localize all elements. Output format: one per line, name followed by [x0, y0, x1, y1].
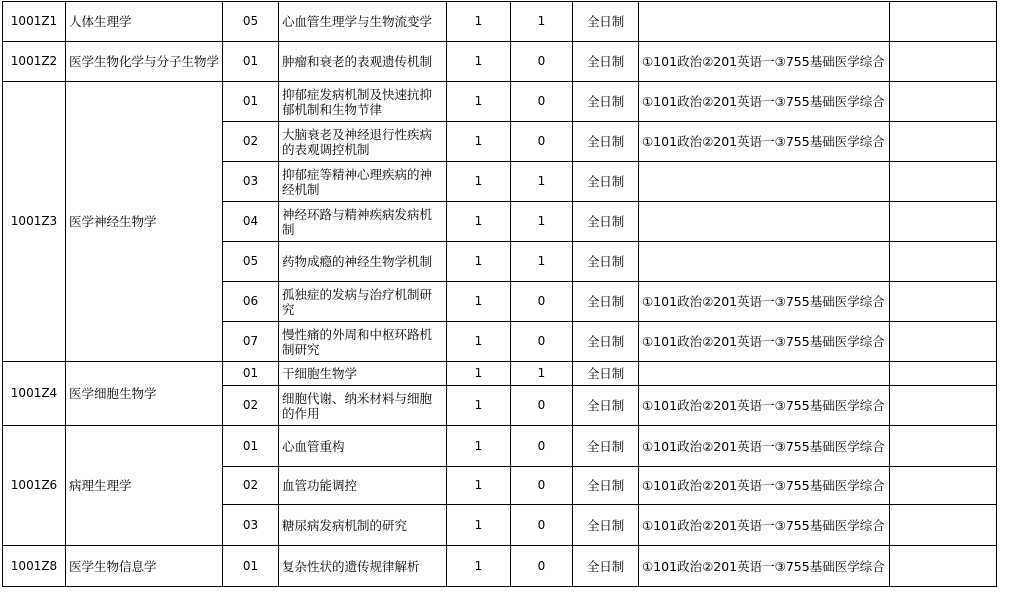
remarks-cell: [890, 82, 997, 122]
table-row: [3, 2, 997, 42]
major-name-cell: 医学细胞生物学: [66, 362, 223, 426]
exempt-count-cell: 0: [511, 42, 573, 82]
direction-name-cell: 孤独症的发病与治疗机制研究: [279, 282, 447, 322]
remarks-cell: [890, 282, 997, 322]
remarks-cell: [890, 386, 997, 426]
direction-code-cell: 04: [223, 202, 279, 242]
remarks-cell: [890, 362, 997, 386]
exempt-count-cell: 1: [511, 362, 573, 386]
exempt-count-cell: 1: [511, 162, 573, 202]
remarks-cell: [890, 162, 997, 202]
plan-count-cell: 1: [447, 386, 511, 426]
plan-count-cell: 1: [447, 162, 511, 202]
exempt-count-cell: 0: [511, 322, 573, 362]
direction-name-cell: 复杂性状的遗传规律解析: [279, 546, 447, 587]
study-mode-cell: 全日制: [573, 162, 639, 202]
direction-name-cell: 糖尿病发病机制的研究: [279, 505, 447, 546]
exempt-count-cell: 0: [511, 467, 573, 505]
exempt-count-cell: 0: [511, 546, 573, 587]
exam-subjects-cell: ①101政治②201英语一③755基础医学综合: [639, 82, 890, 122]
exam-subjects-cell: ①101政治②201英语一③755基础医学综合: [639, 546, 890, 587]
remarks-cell: [890, 505, 997, 546]
exam-subjects-cell: ①101政治②201英语一③755基础医学综合: [639, 122, 890, 162]
exam-subjects-cell: ①101政治②201英语一③755基础医学综合: [639, 426, 890, 467]
major-name-cell: 人体生理学: [66, 2, 223, 42]
major-code-cell: 1001Z8: [3, 546, 66, 587]
remarks-cell: [890, 42, 997, 82]
plan-count-cell: 1: [447, 202, 511, 242]
table-row: [3, 82, 997, 122]
major-code-cell: 1001Z6: [3, 426, 66, 546]
direction-code-cell: 01: [223, 362, 279, 386]
table-row: [3, 362, 997, 386]
remarks-cell: [890, 322, 997, 362]
exam-subjects-cell: [639, 362, 890, 386]
direction-name-cell: 肿瘤和衰老的表观遗传机制: [279, 42, 447, 82]
direction-name-cell: 神经环路与精神疾病发病机制: [279, 202, 447, 242]
major-name-cell: 病理生理学: [66, 426, 223, 546]
major-name-cell: 医学生物化学与分子生物学: [66, 42, 223, 82]
admission-plan-table: [2, 1, 997, 587]
plan-count-cell: 1: [447, 2, 511, 42]
exempt-count-cell: 1: [511, 2, 573, 42]
study-mode-cell: 全日制: [573, 362, 639, 386]
direction-code-cell: 07: [223, 322, 279, 362]
remarks-cell: [890, 122, 997, 162]
study-mode-cell: 全日制: [573, 322, 639, 362]
remarks-cell: [890, 426, 997, 467]
direction-code-cell: 05: [223, 242, 279, 282]
plan-count-cell: 1: [447, 362, 511, 386]
study-mode-cell: 全日制: [573, 426, 639, 467]
exam-subjects-cell: [639, 242, 890, 282]
direction-name-cell: 抑郁症等精神心理疾病的神经机制: [279, 162, 447, 202]
remarks-cell: [890, 242, 997, 282]
study-mode-cell: 全日制: [573, 505, 639, 546]
direction-code-cell: 01: [223, 82, 279, 122]
direction-name-cell: 细胞代谢、纳米材料与细胞的作用: [279, 386, 447, 426]
study-mode-cell: 全日制: [573, 42, 639, 82]
exam-subjects-cell: ①101政治②201英语一③755基础医学综合: [639, 322, 890, 362]
table-row: [3, 546, 997, 587]
exempt-count-cell: 0: [511, 122, 573, 162]
table-row: [3, 42, 997, 82]
plan-count-cell: 1: [447, 322, 511, 362]
exam-subjects-cell: [639, 2, 890, 42]
study-mode-cell: 全日制: [573, 82, 639, 122]
exempt-count-cell: 0: [511, 386, 573, 426]
direction-name-cell: 心血管生理学与生物流变学: [279, 2, 447, 42]
direction-code-cell: 01: [223, 426, 279, 467]
study-mode-cell: 全日制: [573, 386, 639, 426]
direction-code-cell: 05: [223, 2, 279, 42]
study-mode-cell: 全日制: [573, 546, 639, 587]
study-mode-cell: 全日制: [573, 122, 639, 162]
exam-subjects-cell: ①101政治②201英语一③755基础医学综合: [639, 386, 890, 426]
study-mode-cell: 全日制: [573, 467, 639, 505]
major-code-cell: 1001Z3: [3, 82, 66, 362]
study-mode-cell: 全日制: [573, 202, 639, 242]
direction-code-cell: 01: [223, 546, 279, 587]
direction-code-cell: 01: [223, 42, 279, 82]
plan-count-cell: 1: [447, 467, 511, 505]
remarks-cell: [890, 467, 997, 505]
remarks-cell: [890, 202, 997, 242]
direction-code-cell: 02: [223, 386, 279, 426]
exempt-count-cell: 0: [511, 282, 573, 322]
study-mode-cell: 全日制: [573, 2, 639, 42]
table-row: [3, 426, 997, 467]
major-code-cell: 1001Z2: [3, 42, 66, 82]
plan-count-cell: 1: [447, 546, 511, 587]
study-mode-cell: 全日制: [573, 282, 639, 322]
plan-count-cell: 1: [447, 242, 511, 282]
study-mode-cell: 全日制: [573, 242, 639, 282]
direction-code-cell: 02: [223, 122, 279, 162]
remarks-cell: [890, 2, 997, 42]
major-name-cell: 医学生物信息学: [66, 546, 223, 587]
exam-subjects-cell: ①101政治②201英语一③755基础医学综合: [639, 282, 890, 322]
plan-count-cell: 1: [447, 42, 511, 82]
plan-count-cell: 1: [447, 82, 511, 122]
major-code-cell: 1001Z4: [3, 362, 66, 426]
direction-name-cell: 干细胞生物学: [279, 362, 447, 386]
direction-name-cell: 药物成瘾的神经生物学机制: [279, 242, 447, 282]
direction-name-cell: 抑郁症发病机制及快速抗抑郁机制和生物节律: [279, 82, 447, 122]
exam-subjects-cell: ①101政治②201英语一③755基础医学综合: [639, 505, 890, 546]
exempt-count-cell: 1: [511, 202, 573, 242]
plan-count-cell: 1: [447, 122, 511, 162]
exam-subjects-cell: [639, 162, 890, 202]
direction-name-cell: 心血管重构: [279, 426, 447, 467]
major-name-cell: 医学神经生物学: [66, 82, 223, 362]
plan-count-cell: 1: [447, 505, 511, 546]
direction-name-cell: 血管功能调控: [279, 467, 447, 505]
major-code-cell: 1001Z1: [3, 2, 66, 42]
exempt-count-cell: 0: [511, 426, 573, 467]
remarks-cell: [890, 546, 997, 587]
direction-code-cell: 03: [223, 162, 279, 202]
exempt-count-cell: 1: [511, 242, 573, 282]
exam-subjects-cell: [639, 202, 890, 242]
exam-subjects-cell: ①101政治②201英语一③755基础医学综合: [639, 42, 890, 82]
plan-count-cell: 1: [447, 426, 511, 467]
direction-name-cell: 慢性痛的外周和中枢环路机制研究: [279, 322, 447, 362]
exam-subjects-cell: ①101政治②201英语一③755基础医学综合: [639, 467, 890, 505]
direction-code-cell: 03: [223, 505, 279, 546]
exempt-count-cell: 0: [511, 82, 573, 122]
direction-code-cell: 02: [223, 467, 279, 505]
plan-count-cell: 1: [447, 282, 511, 322]
direction-code-cell: 06: [223, 282, 279, 322]
exempt-count-cell: 0: [511, 505, 573, 546]
direction-name-cell: 大脑衰老及神经退行性疾病的表观调控机制: [279, 122, 447, 162]
